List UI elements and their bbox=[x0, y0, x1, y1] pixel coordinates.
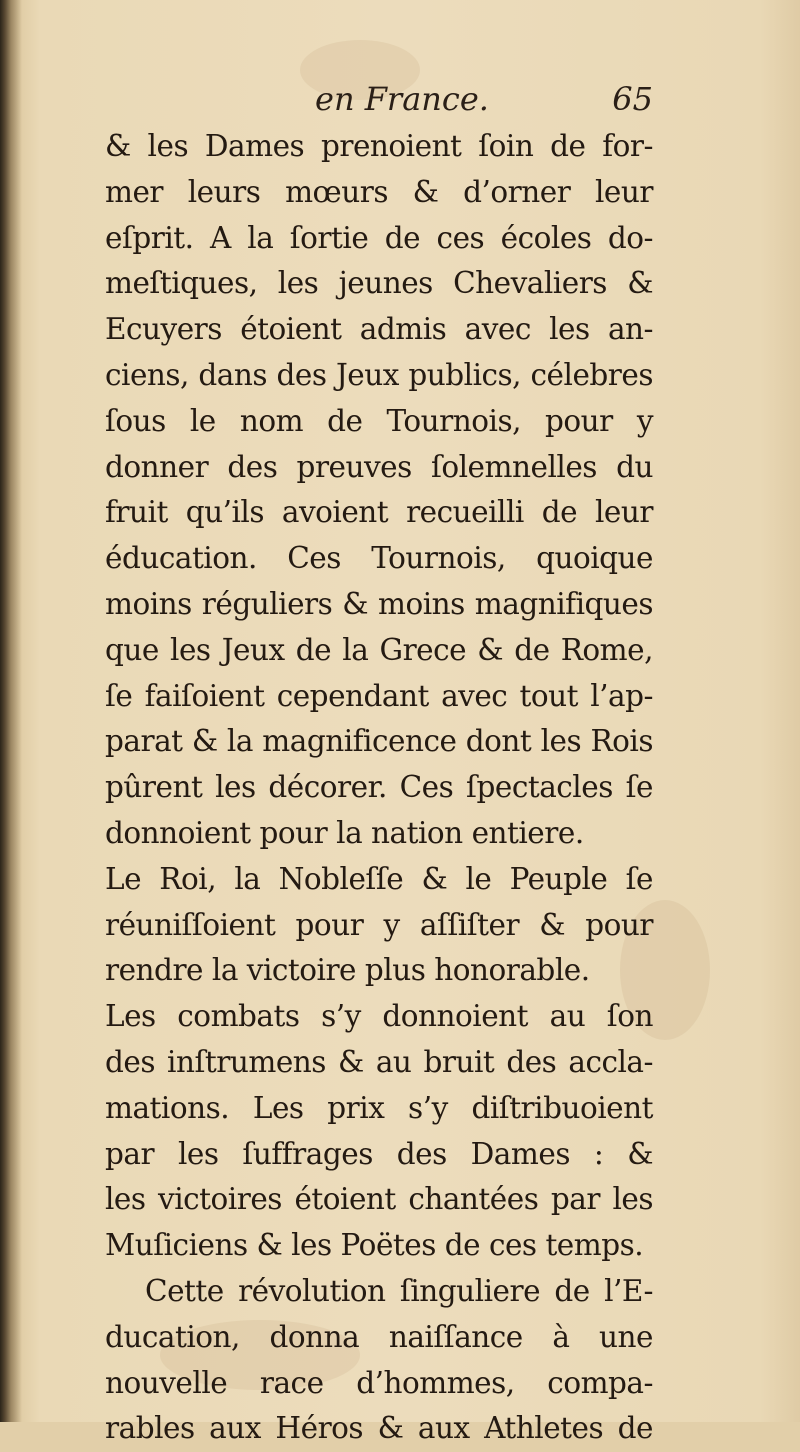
text-line: & les Dames prenoient ſoin de for- bbox=[105, 129, 653, 163]
text-line: meſtiques, les jeunes Chevaliers & bbox=[105, 266, 653, 301]
text-line: nouvelle race d’hommes, compa- bbox=[105, 1365, 653, 1400]
text-line: réuniſſoient pour y aſſiſter & pour bbox=[105, 907, 653, 942]
text-line: ducation, donna naiſſance à une bbox=[105, 1319, 653, 1354]
text-line: des inſtrumens & au bruit des accla- bbox=[105, 1044, 653, 1079]
binding-gutter bbox=[0, 0, 22, 1422]
text-line: éducation. Ces Tournois, quoique bbox=[105, 541, 653, 576]
body-text bbox=[105, 124, 653, 1452]
text-line: rables aux Héros & aux Athletes de bbox=[105, 1411, 653, 1446]
text-line: fruit qu’ils avoient recueilli de leur bbox=[105, 495, 653, 530]
text-line: eſprit. A la ſortie de ces écoles do- bbox=[105, 220, 653, 255]
running-head bbox=[105, 74, 653, 124]
text-line: Les combats s’y donnoient au ſon bbox=[105, 999, 653, 1034]
text-line: mations. Les prix s’y diſtribuoient bbox=[105, 1090, 653, 1125]
text-line: ciens, dans des Jeux publics, célebres bbox=[105, 357, 653, 392]
text-line: parat & la magnificence dont les Rois bbox=[105, 724, 653, 759]
running-head-title: en France. bbox=[315, 80, 489, 118]
text-line: Le Roi, la Nobleſſe & le Peuple ſe bbox=[105, 861, 653, 896]
text-line: Ecuyers étoient admis avec les an- bbox=[105, 312, 653, 347]
text-line: ſe faiſoient cependant avec tout l’ap- bbox=[105, 678, 653, 713]
text-line: les victoires étoient chantées par les bbox=[105, 1182, 653, 1217]
text-line: pûrent les décorer. Ces ſpectacles ſe bbox=[105, 770, 653, 805]
text-line: mer leurs mœurs & d’orner leur bbox=[105, 174, 653, 209]
text-line: Cette révolution ſinguliere de l’E- bbox=[145, 1273, 653, 1308]
text-line: donner des preuves ſolemnelles du bbox=[105, 449, 653, 484]
text-line: ſous le nom de Tournois, pour y bbox=[105, 403, 653, 438]
text-line: donnoient pour la nation entiere. bbox=[105, 815, 584, 850]
page-number: 65 bbox=[612, 80, 653, 118]
text-line: moins réguliers & moins magnifiques bbox=[105, 586, 653, 621]
text-line: par les ſuffrages des Dames : & bbox=[105, 1136, 653, 1171]
text-line: rendre la victoire plus honorable. bbox=[105, 953, 590, 988]
text-line: Muſiciens & les Poëtes de ces temps. bbox=[105, 1228, 644, 1263]
text-line: que les Jeux de la Grece & de Rome, bbox=[105, 632, 653, 667]
